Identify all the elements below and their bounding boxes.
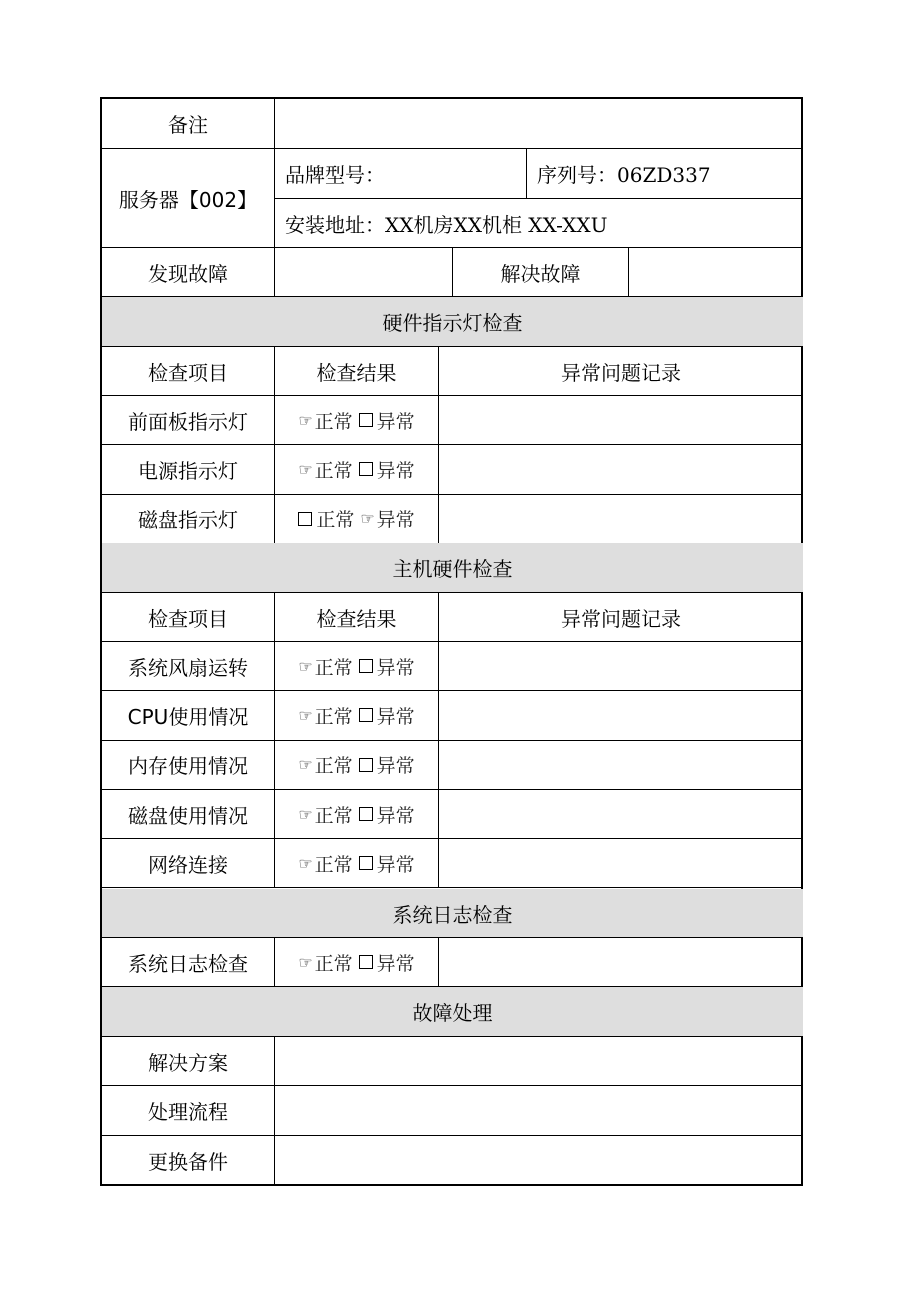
remark-field[interactable] — [275, 99, 803, 149]
option-abnormal-label: 异常 — [376, 459, 415, 482]
found-fault-field[interactable] — [275, 248, 453, 297]
check-item-label: 内存使用情况 — [102, 741, 275, 790]
check-item-label: 网络连接 — [102, 839, 275, 888]
abnormal-record-field[interactable] — [439, 741, 803, 790]
option-normal-label: 正常 — [314, 853, 353, 876]
check-result — [275, 495, 439, 544]
section-fault-handling: 故障处理 — [102, 987, 803, 1037]
option-normal-label: 正常 — [314, 755, 353, 778]
check-item-label: 前面板指示灯 — [102, 396, 275, 445]
header-item: 检查项目 — [102, 347, 275, 396]
header-result: 检查结果 — [275, 347, 439, 396]
handling-item-field[interactable] — [275, 1136, 803, 1185]
check-item-label: 磁盘使用情况 — [102, 790, 275, 839]
check-item-label: 电源指示灯 — [102, 445, 275, 494]
pointing-hand-icon[interactable]: ☞ — [298, 459, 313, 479]
abnormal-record-field[interactable] — [439, 396, 803, 445]
option-abnormal-label: 异常 — [376, 410, 415, 433]
checkbox-icon[interactable] — [359, 659, 373, 673]
option-abnormal-label: 异常 — [376, 509, 415, 532]
abnormal-record-field[interactable] — [439, 938, 803, 987]
found-fault-label: 发现故障 — [102, 248, 275, 297]
check-result — [275, 691, 439, 740]
pointing-hand-icon[interactable]: ☞ — [298, 755, 313, 775]
header-record: 异常问题记录 — [439, 593, 803, 642]
check-item-label: CPU使用情况 — [102, 691, 275, 740]
abnormal-record-field[interactable] — [439, 642, 803, 691]
check-result — [275, 741, 439, 790]
check-result — [275, 445, 439, 494]
check-result — [275, 790, 439, 839]
handling-item-field[interactable] — [275, 1037, 803, 1086]
option-normal-label: 正常 — [314, 656, 353, 679]
abnormal-record-field[interactable] — [439, 790, 803, 839]
abnormal-record-field[interactable] — [439, 495, 803, 544]
abnormal-record-field[interactable] — [439, 445, 803, 494]
option-abnormal-label: 异常 — [376, 952, 415, 975]
pointing-hand-icon[interactable]: ☞ — [360, 509, 375, 529]
pointing-hand-icon[interactable]: ☞ — [298, 952, 313, 972]
section-log-check: 系统日志检查 — [102, 889, 803, 938]
resolved-fault-field[interactable] — [629, 248, 803, 297]
pointing-hand-icon[interactable]: ☞ — [298, 705, 313, 725]
option-normal-label: 正常 — [316, 509, 355, 532]
section-indicator-check: 硬件指示灯检查 — [102, 297, 803, 347]
checkbox-icon[interactable] — [359, 856, 373, 870]
header-item: 检查项目 — [102, 593, 275, 642]
remark-label: 备注 — [102, 99, 275, 149]
handling-item-label: 更换备件 — [102, 1136, 275, 1185]
brand-model-label: 品牌型号： — [275, 149, 527, 199]
pointing-hand-icon[interactable]: ☞ — [298, 804, 313, 824]
check-result — [275, 396, 439, 445]
pointing-hand-icon[interactable]: ☞ — [298, 656, 313, 676]
option-abnormal-label: 异常 — [376, 853, 415, 876]
option-abnormal-label: 异常 — [376, 656, 415, 679]
serial-number: 序列号：06ZD337 — [527, 149, 803, 199]
check-result — [275, 642, 439, 691]
check-item-label: 磁盘指示灯 — [102, 495, 275, 544]
checkbox-icon[interactable] — [359, 462, 373, 476]
pointing-hand-icon[interactable]: ☞ — [298, 853, 313, 873]
header-result: 检查结果 — [275, 593, 439, 642]
option-normal-label: 正常 — [314, 705, 353, 728]
checkbox-icon[interactable] — [359, 807, 373, 821]
resolved-fault-label: 解决故障 — [453, 248, 629, 297]
option-abnormal-label: 异常 — [376, 804, 415, 827]
server-label: 服务器【002】 — [102, 149, 275, 248]
header-record: 异常问题记录 — [439, 347, 803, 396]
checkbox-icon[interactable] — [359, 708, 373, 722]
option-normal-label: 正常 — [314, 459, 353, 482]
check-result — [275, 938, 439, 987]
pointing-hand-icon[interactable]: ☞ — [298, 410, 313, 430]
check-item-label: 系统风扇运转 — [102, 642, 275, 691]
check-item-label: 系统日志检查 — [102, 938, 275, 987]
section-host-check: 主机硬件检查 — [102, 543, 803, 593]
check-result — [275, 839, 439, 888]
abnormal-record-field[interactable] — [439, 691, 803, 740]
option-normal-label: 正常 — [314, 804, 353, 827]
checkbox-icon[interactable] — [359, 413, 373, 427]
checkbox-icon[interactable] — [359, 955, 373, 969]
checkbox-icon[interactable] — [359, 758, 373, 772]
option-normal-label: 正常 — [314, 410, 353, 433]
option-abnormal-label: 异常 — [376, 755, 415, 778]
install-address: 安装地址：XX机房XX机柜 XX-XXU — [275, 199, 803, 248]
inspection-form — [100, 97, 803, 1186]
handling-item-label: 解决方案 — [102, 1037, 275, 1086]
checkbox-icon[interactable] — [298, 512, 312, 526]
option-normal-label: 正常 — [314, 952, 353, 975]
handling-item-field[interactable] — [275, 1086, 803, 1135]
option-abnormal-label: 异常 — [376, 705, 415, 728]
handling-item-label: 处理流程 — [102, 1086, 275, 1135]
abnormal-record-field[interactable] — [439, 839, 803, 888]
